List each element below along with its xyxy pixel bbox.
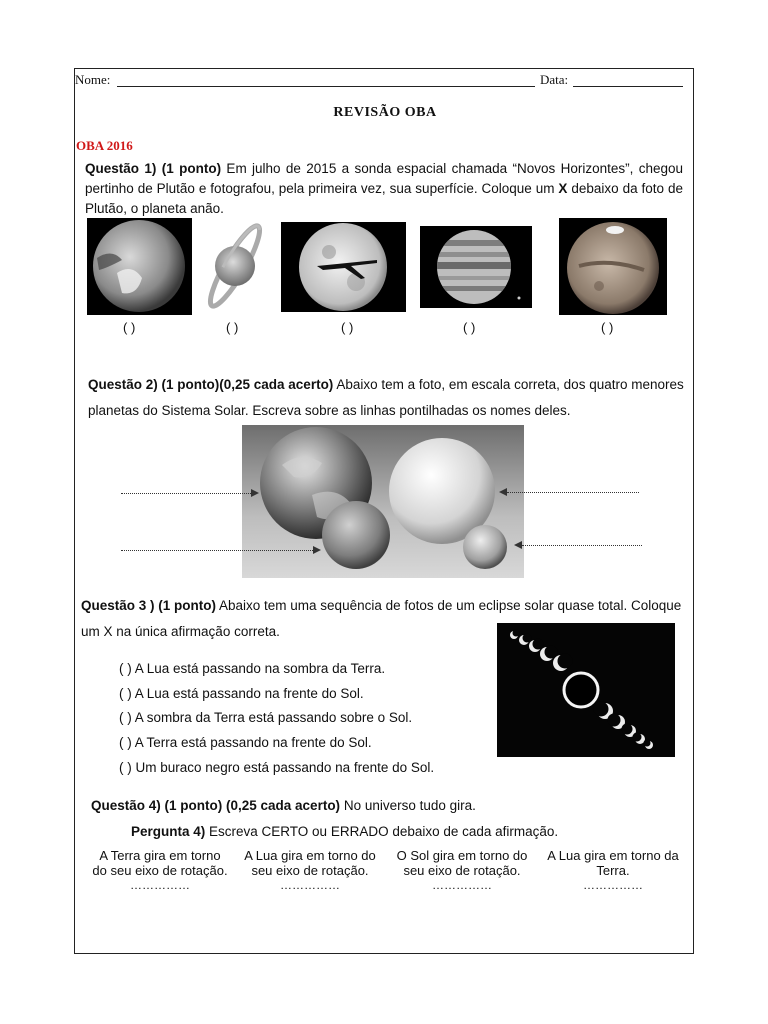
pluto-photo <box>87 218 192 315</box>
date-line[interactable] <box>573 86 683 87</box>
arrow-right-icon <box>251 489 259 497</box>
question-3-heading: Questão 3 ) (1 ponto) <box>81 598 216 613</box>
question-1-heading: Questão 1) (1 ponto) <box>85 161 222 176</box>
four-smallest-planets-photo <box>242 425 524 578</box>
q3-option-5[interactable]: ( ) Um buraco negro está passando na frente do Sol. <box>119 760 435 775</box>
statement-1: A Terra gira em torno do seu eixo de rotação. …………… <box>85 848 235 893</box>
arrow-right-icon <box>313 546 321 554</box>
answer-line-bottom-right[interactable] <box>522 545 642 546</box>
pergunta-4-heading: Pergunta 4) <box>131 824 206 839</box>
question-2-text <box>88 372 688 424</box>
name-line[interactable] <box>117 86 535 87</box>
pluto-choice[interactable]: ( ) <box>123 320 136 335</box>
worksheet-page <box>74 68 694 954</box>
answer-blank-4[interactable]: …………… <box>583 878 643 892</box>
answer-blank-2[interactable]: …………… <box>280 878 340 892</box>
arrow-left-icon <box>514 541 522 549</box>
q3-option-1[interactable]: ( ) A Lua está passando na sombra da Terra. <box>119 661 386 676</box>
question-1-body: Em julho de 2015 a sonda espacial chamada “Novos Horizontes”, chegou pertinho de Plutão e fotografou, pela primeira vez, sua superfície. Coloque um <box>85 161 684 196</box>
moon-choice[interactable]: ( ) <box>341 320 354 335</box>
statement-3: O Sol gira em torno do seu eixo de rotação. …………… <box>387 848 537 893</box>
pergunta-4-body: Escreva CERTO ou ERRADO debaixo de cada afirmação. <box>205 824 559 839</box>
question-4-instruction <box>131 822 671 842</box>
question-2-heading: Questão 2) (1 ponto)(0,25 cada acerto) <box>88 377 334 392</box>
arrow-left-icon <box>499 488 507 496</box>
question-3-body: Abaixo tem uma sequência de fotos de um eclipse solar quase total. Coloque um X na única afirmação correta. <box>81 598 682 639</box>
statement-4: A Lua gira em torno da Terra. …………… <box>538 848 688 893</box>
question-2-body: Abaixo tem a foto, em escala correta, dos quatro menores planetas do Sistema Solar. Escreva sobre as linhas pontilhadas os nomes deles. <box>88 377 684 418</box>
question-1-body-end: debaixo da foto de Plutão, o planeta anão. <box>85 181 683 216</box>
mars-photo <box>559 218 667 315</box>
saturn-choice[interactable]: ( ) <box>226 320 239 335</box>
answer-line-top-right[interactable] <box>507 492 639 493</box>
statement-2: A Lua gira em torno do seu eixo de rotação. …………… <box>235 848 385 893</box>
solar-eclipse-sequence-photo <box>497 623 675 757</box>
answer-blank-3[interactable]: …………… <box>432 878 492 892</box>
q3-option-4[interactable]: ( ) A Terra está passando na frente do Sol. <box>119 735 372 750</box>
q3-option-3[interactable]: ( ) A sombra da Terra está passando sobre o Sol. <box>119 710 413 725</box>
mars-choice[interactable]: ( ) <box>601 320 614 335</box>
answer-line-bottom-left[interactable] <box>121 550 313 551</box>
date-label: Data: <box>540 72 569 87</box>
question-1-text <box>85 159 683 219</box>
moon-with-airplane-photo <box>281 222 406 312</box>
question-4-body: No universo tudo gira. <box>340 798 476 813</box>
section-label: OBA 2016 <box>76 138 133 153</box>
question-4-text <box>91 796 681 816</box>
answer-line-top-left[interactable] <box>121 493 251 494</box>
name-label: Nome: <box>75 72 111 87</box>
answer-blank-1[interactable]: …………… <box>130 878 190 892</box>
question-4-heading: Questão 4) (1 ponto) (0,25 cada acerto) <box>91 798 341 813</box>
question-1-x-mark: X <box>558 181 568 196</box>
q3-option-2[interactable]: ( ) A Lua está passando na frente do Sol. <box>119 686 364 701</box>
jupiter-photo <box>420 226 532 308</box>
saturn-photo <box>203 218 267 315</box>
page-title: REVISÃO OBA <box>333 105 437 120</box>
jupiter-choice[interactable]: ( ) <box>463 320 476 335</box>
